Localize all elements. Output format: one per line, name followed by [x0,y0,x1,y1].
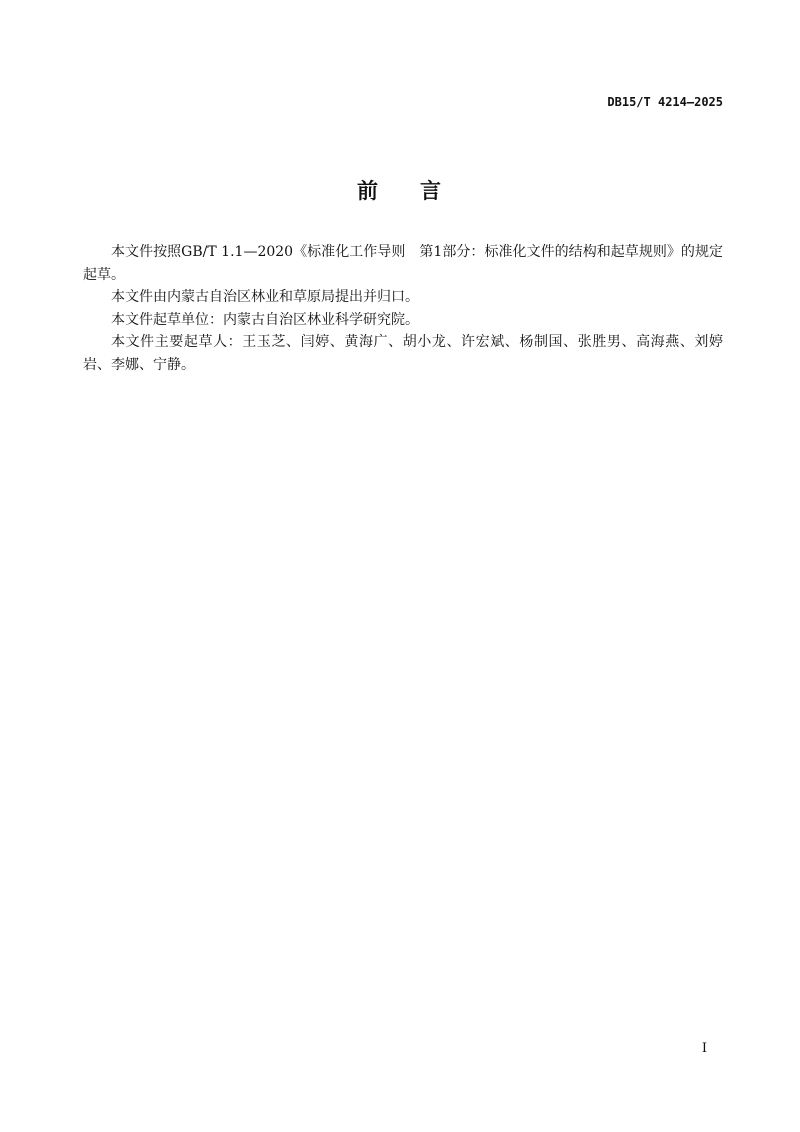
paragraph-drafting-unit: 本文件起草单位：内蒙古自治区林业科学研究院。 [111,311,419,328]
document-body [83,241,723,376]
paragraph-drafters: 本文件主要起草人：王玉芝、闫婷、黄海广、胡小龙、许宏斌、杨制国、张胜男、高海燕、刘婷岩、李娜、宁静。 [83,334,723,373]
page-number: I [701,1041,707,1056]
paragraph-proposer: 本文件由内蒙古自治区林业和草原局提出并归口。 [111,289,419,305]
page-title: 前言 [357,179,483,203]
document-code: DB15/T 4214—2025 [607,95,723,109]
paragraph-drafting-rules: 本文件按照GB/T 1.1—2020《标准化工作导则 第1部分：标准化文件的结构和起草规则》的规定起草。 [83,244,723,283]
